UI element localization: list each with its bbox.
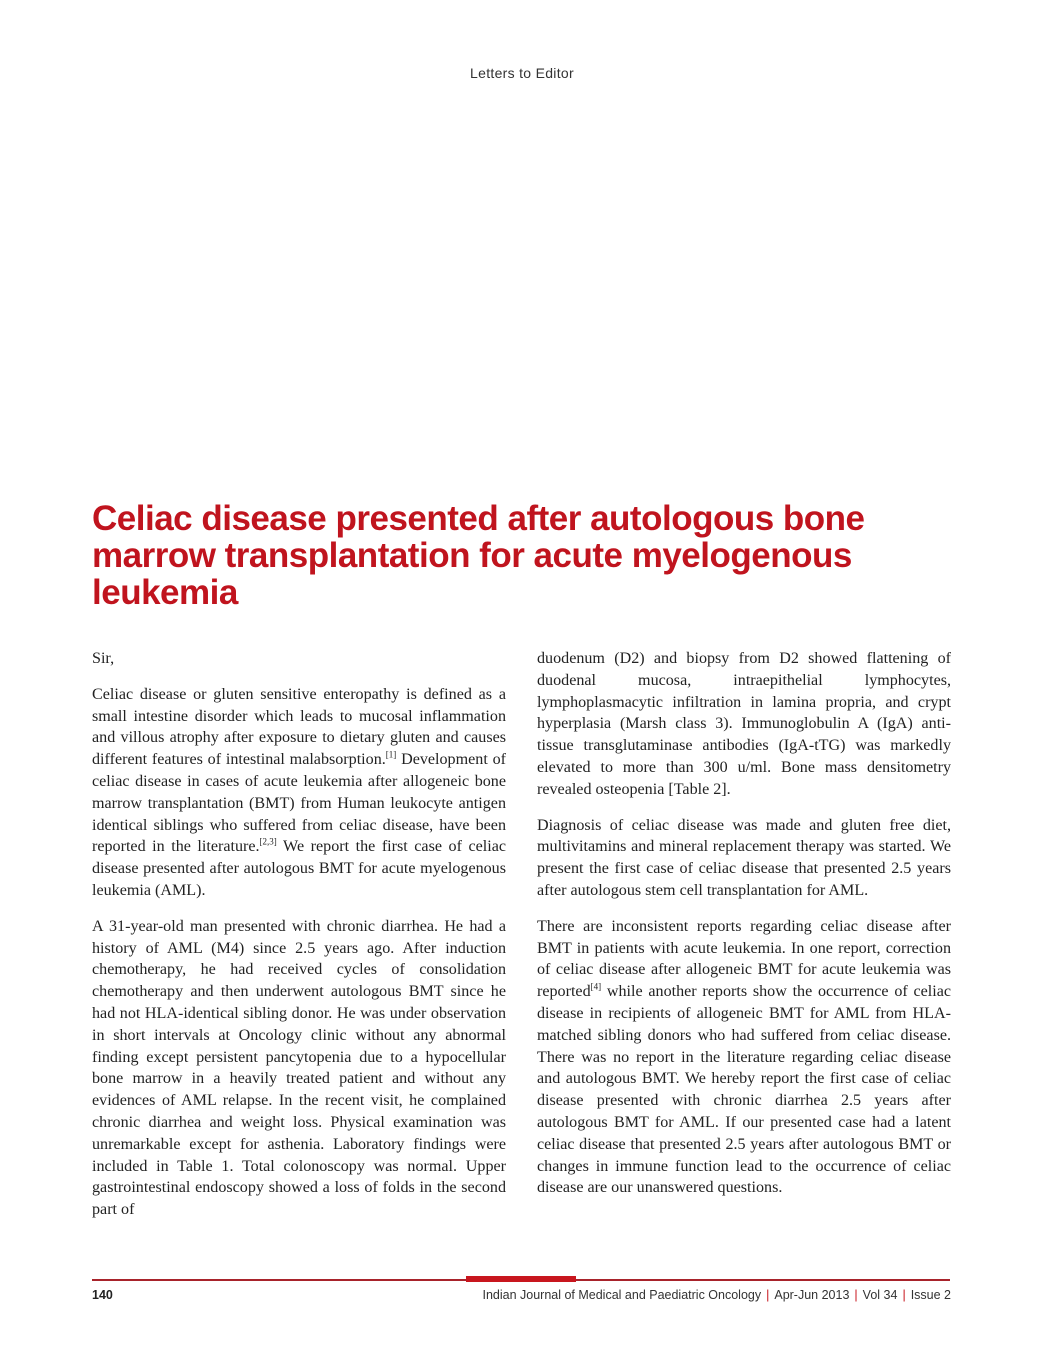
intro-text-b: Development of celiac disease in cases of acute leukemia after allogeneic bone marrow transplantation (BMT) from Human leukocyte antigen identical siblings who suffered from celiac disease, have been reported in the literature. [92, 751, 507, 856]
issue-date: Apr-Jun 2013 [774, 1288, 850, 1302]
volume: Vol 34 [862, 1288, 898, 1302]
article-title: Celiac disease presented after autologous bone marrow transplantation for acute myelogenous leukemia [92, 499, 865, 612]
footer-accent-bar [466, 1276, 576, 1282]
citation-1[interactable]: [1] [385, 749, 397, 760]
intro-text-a: Celiac disease or gluten sensitive enteropathy is defined as a small intestine disorder which leads to mucosal inflammation and villous atrophy after exposure to dietary gluten and causes different features of intestinal malabsorption. [92, 685, 506, 769]
left-column [92, 648, 506, 1235]
discussion-text-b: while another reports show the occurrence of celiac disease in recipients of allogeneic BMT for AML from HLA-matched sibling donors who had suffered from celiac disease. There was no report in the literature regarding celiac disease and autologous BMT. We hereby report the first case of celiac disease presented with chronic diarrhea 2.5 years after autologous BMT for AML. If our presented case had a latent celiac disease that presented 2.5 years after autologous BMT or changes in immune function lead to the occurrence of celiac disease are our unanswered questions. [537, 983, 951, 1197]
discussion-paragraph [537, 916, 951, 1199]
intro-paragraph [92, 684, 506, 902]
citation-2-3[interactable]: [2,3] [259, 837, 277, 848]
right-column [537, 648, 951, 1213]
citation-4[interactable]: [4] [590, 981, 602, 992]
running-header: Letters to Editor [470, 65, 574, 81]
page-number: 140 [92, 1288, 113, 1302]
findings-paragraph: duodenum (D2) and biopsy from D2 showed flattening of duodenal mucosa, intraepithelial lymphocytes, lymphoplasmacytic infiltration in lamina propria, and crypt hyperplasia (Marsh class 3). Immunoglobulin A (IgA) anti-tissue transglutaminase antibodies (IgA-tTG) was markedly elevated to more than 300 u/ml. Bone mass densitometry revealed osteopenia [Table 2]. [537, 650, 951, 798]
discussion-text-a: There are inconsistent reports regarding celiac disease after BMT in patients with acute leukemia. In one report, correction of celiac disease after allogeneic BMT for acute leukemia was reported [537, 917, 951, 1001]
issue-number: Issue 2 [910, 1288, 951, 1302]
intro-text-c: We report the first case of celiac disease presented after autologous BMT for acute myelogenous leukemia (AML). [92, 838, 506, 899]
case-paragraph: A 31-year-old man presented with chronic diarrhea. He had a history of AML (M4) since 2.5 years ago. After induction chemotherapy, he had received cycles of consolidation chemotherapy and then underwent autologous BMT since he had not HLA-identical sibling donor. He was under observation in short intervals at Oncology clinic without any abnormal finding except persistent pancytopenia due to a hypocellular bone marrow in a heavily treated patient and without any evidences of AML relapse. In the recent visit, he complained chronic diarrhea and weight loss. Physical examination was unremarkable except for asthenia. Laboratory findings were included in Table 1. Total colonoscopy was normal. Upper gastrointestinal endoscopy showed a loss of folds in the second part of [92, 917, 506, 1219]
separator: | [766, 1288, 770, 1302]
separator: | [902, 1288, 906, 1302]
separator: | [854, 1288, 858, 1302]
footer-journal-info [482, 1288, 951, 1302]
salutation: Sir, [92, 650, 115, 667]
journal-name: Indian Journal of Medical and Paediatric Oncology [482, 1288, 762, 1302]
diagnosis-paragraph: Diagnosis of celiac disease was made and gluten free diet, multivitamins and mineral replacement therapy was started. We present the first case of celiac disease that presented 2.5 years after autologous stem cell transplantation for AML. [537, 816, 951, 899]
